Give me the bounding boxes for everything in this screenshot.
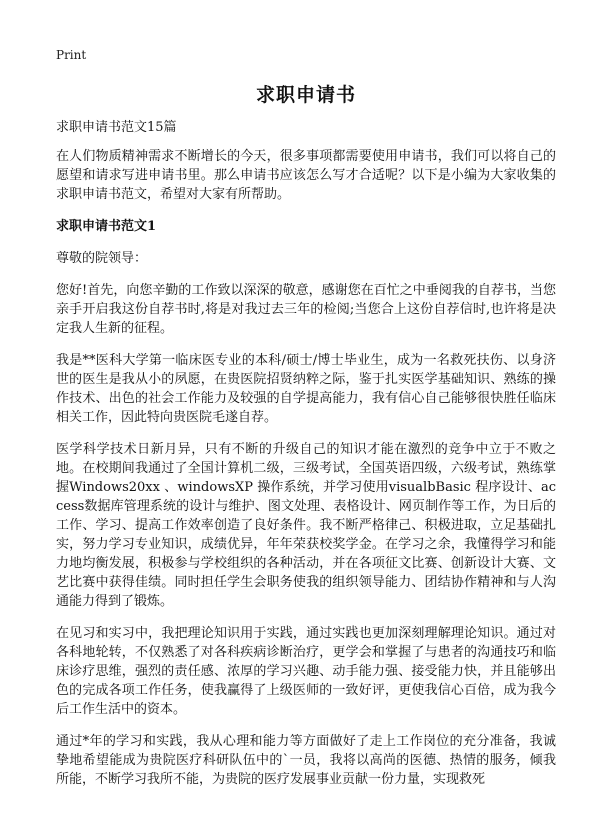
body-paragraph-3: 医学科学技术日新月异，只有不断的升级自己的知识才能在激烈的竞争中立于不败之地。在校期间我通过了全国计算机二级，三级考试，全国英语四级，六级考试，熟练掌握Windows20xx 、windowsXP 操作系统，并学习使用visualbBasic 程序设计、access数据库管理系统的设计与维护、图文处理、表格设计、网页制作等工作，为日后的工作、学习、提高工作效率创造了良好条件。我不断严格律己、积极进取，立足基础扎实，努力学习专业知识，成绩优异，年年荣获校奖学金。在学习之余，我懂得学习和能力地均衡发展，积极参与学校组织的各种活动，并在各项征文比赛、创新设计大赛、文艺比赛中获得佳绩。同时担任学生会职务使我的组织领导能力、团结协作精神和与人沟通能力得到了锻炼。 bbox=[56, 442, 556, 609]
body-paragraph-5: 通过*年的学习和实践，我从心理和能力等方面做好了走上工作岗位的充分准备，我诚挚地希望能成为贵院医疗科研队伍中的`一员，我将以高尚的医德、热情的服务，倾我所能，不断学习我所不能，为贵院的医疗发展事业贡献一份力量，实现救死 bbox=[56, 734, 556, 787]
intro-paragraph: 在人们物质精神需求不断增长的今天，很多事项都需要使用申请书，我们可以将自己的愿望和请求写进申请书里。那么申请书应该怎么写才合适呢？以下是小编为大家收集的求职申请书范文，希望对大家有所帮助。 bbox=[56, 149, 556, 202]
print-link[interactable]: Print bbox=[56, 48, 87, 62]
document-title: 求职申请书 bbox=[255, 84, 356, 106]
section-heading: 求职申请书范文1 bbox=[56, 219, 157, 234]
body-paragraph-4: 在见习和实习中，我把理论知识用于实践，通过实践也更加深刻理解理论知识。通过对各科地轮转，不仅熟悉了对各科疾病诊断治疗，更学会和掌握了与患者的沟通技巧和临床诊疗思维，强烈的责任感、浓厚的学习兴趣、动手能力强、接受能力快，并且能够出色的完成各项工作任务，使我赢得了上级医师的一致好评，更使我信心百倍，成为我今后工作生活中的资本。 bbox=[56, 626, 556, 717]
body-paragraph-1: 您好!首先，向您辛勤的工作致以深深的敬意，感谢您在百忙之中垂阅我的自荐书，当您亲手开启我这份自荐书时,将是对我过去三年的检阅;当您合上这份自荐信时,也许将是决定我人生新的征程。 bbox=[56, 283, 556, 336]
salutation: 尊敬的院领导： bbox=[56, 251, 148, 266]
document-subtitle: 求职申请书范文15篇 bbox=[56, 120, 177, 135]
body-paragraph-2: 我是**医科大学第一临床医专业的本科/硕士/博士毕业生，成为一名救死扶伤、以身济世的医生是我从小的夙愿，在贵医院招贤纳粹之际，鉴于扎实医学基础知识、熟练的操作技术、出色的社会工作能力及较强的自学提高能力，我有信心自己能够很快胜任临床相关工作，因此特向贵医院毛遂自荐。 bbox=[56, 353, 556, 425]
document-body bbox=[56, 118, 556, 802]
